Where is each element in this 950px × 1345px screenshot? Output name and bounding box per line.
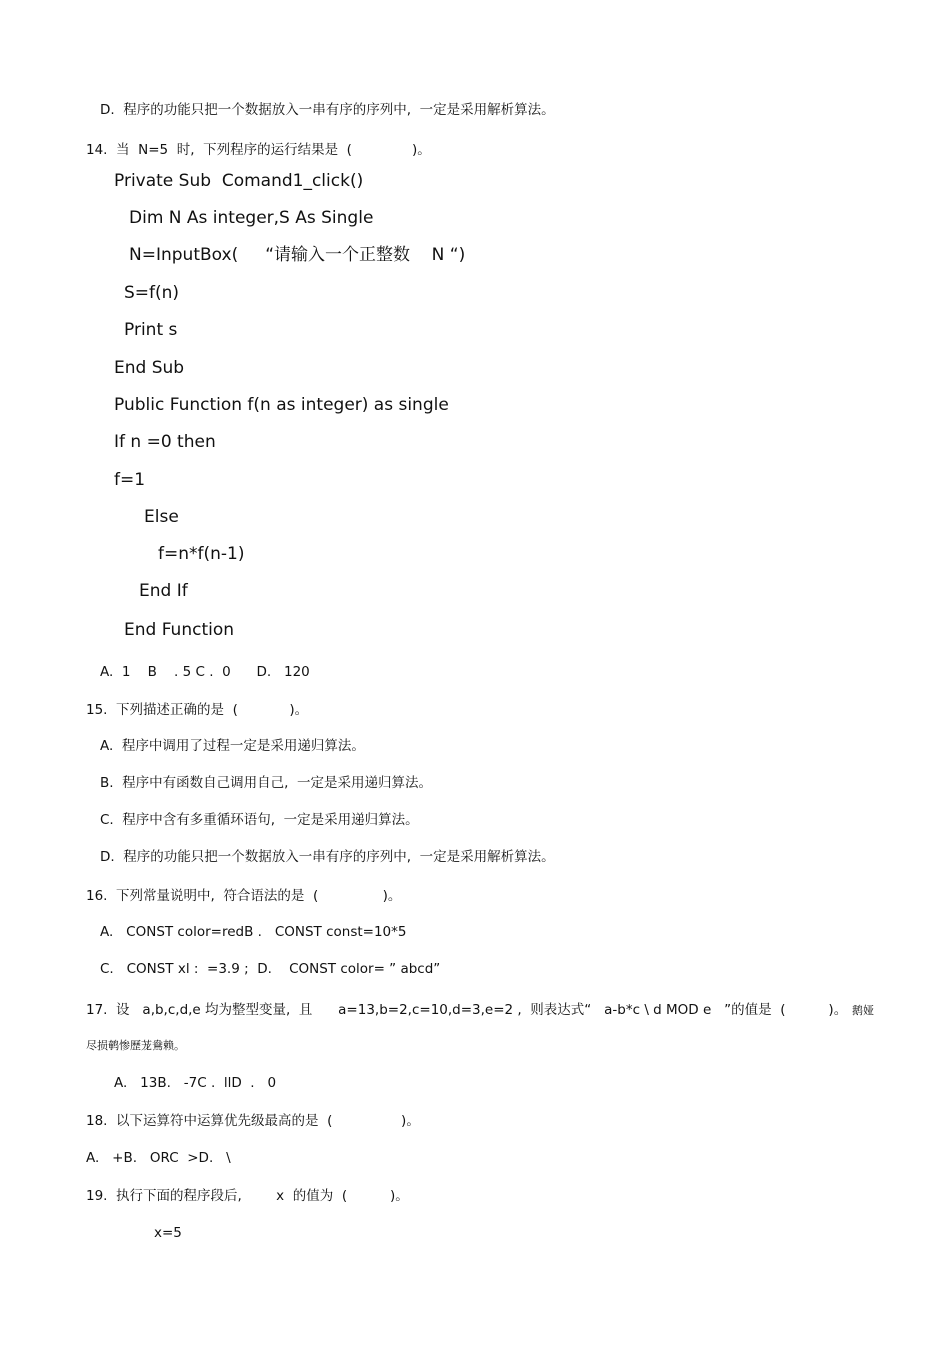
code-line-1: Private Sub Comand1_click() <box>114 171 364 191</box>
code-line-10: Else <box>144 507 179 527</box>
code-line-8: If n =0 then <box>114 432 216 452</box>
q18-options: A. +B. ORC >D. \ <box>86 1150 231 1166</box>
q15-option-b: B. 程序中有函数自己调用自己, 一定是采用递归算法。 <box>100 775 433 791</box>
code-line-11: f=n*f(n-1) <box>158 544 245 564</box>
q18-question: 18. 以下运算符中运算优先级最高的是 ( )。 <box>86 1113 420 1129</box>
q17-garbled-tail: 鹅娅 <box>852 1004 874 1017</box>
q14-options: A. 1 B . 5 C . 0 D. 120 <box>100 664 310 680</box>
code-line-12: End If <box>139 581 188 601</box>
code-line-6: End Sub <box>114 358 185 378</box>
q13-option-d: D. 程序的功能只把一个数据放入一串有序的序列中, 一定是采用解析算法。 <box>100 102 555 118</box>
q19-code-line-1: x=5 <box>154 1225 182 1241</box>
q15-option-c: C. 程序中含有多重循环语句, 一定是采用递归算法。 <box>100 812 419 828</box>
q16-options-cd: C. CONST xl : =3.9 ; D. CONST color= ” abcd” <box>100 961 441 977</box>
code-line-5: Print s <box>124 320 178 340</box>
q15-option-a: A. 程序中调用了过程一定是采用递归算法。 <box>100 738 365 754</box>
q15-option-d: D. 程序的功能只把一个数据放入一串有序的序列中, 一定是采用解析算法。 <box>100 849 555 865</box>
q16-options-ab: A. CONST color=redB . CONST const=10*5 <box>100 924 407 940</box>
code-line-13: End Function <box>124 620 235 640</box>
q14-question: 14. 当 N=5 时, 下列程序的运行结果是 ( )。 <box>86 142 431 158</box>
code-line-7: Public Function f(n as integer) as single <box>114 395 449 415</box>
q15-question: 15. 下列描述正确的是 ( )。 <box>86 702 309 718</box>
q17-garbled-line: 尽损鹌惨歷茏鴦赖。 <box>86 1039 185 1052</box>
code-line-4: S=f(n) <box>124 283 180 303</box>
code-line-9: f=1 <box>114 470 146 490</box>
q17-options: A. 13B. -7C . llD . 0 <box>114 1075 277 1091</box>
q19-question: 19. 执行下面的程序段后, x 的值为 ( )。 <box>86 1188 409 1204</box>
code-line-2: Dim N As integer,S As Single <box>129 208 374 228</box>
q17-question: 17. 设 a,b,c,d,e 均为整型变量, 且 a=13,b=2,c=10,d=3,e=2 , 则表达式“ a-b*c \ d MOD e ”的值是 ( )。 <box>86 1002 848 1018</box>
code-line-3: N=InputBox( “请输入一个正整数 N “) <box>129 245 466 265</box>
q16-question: 16. 下列常量说明中, 符合语法的是 ( )。 <box>86 888 402 904</box>
